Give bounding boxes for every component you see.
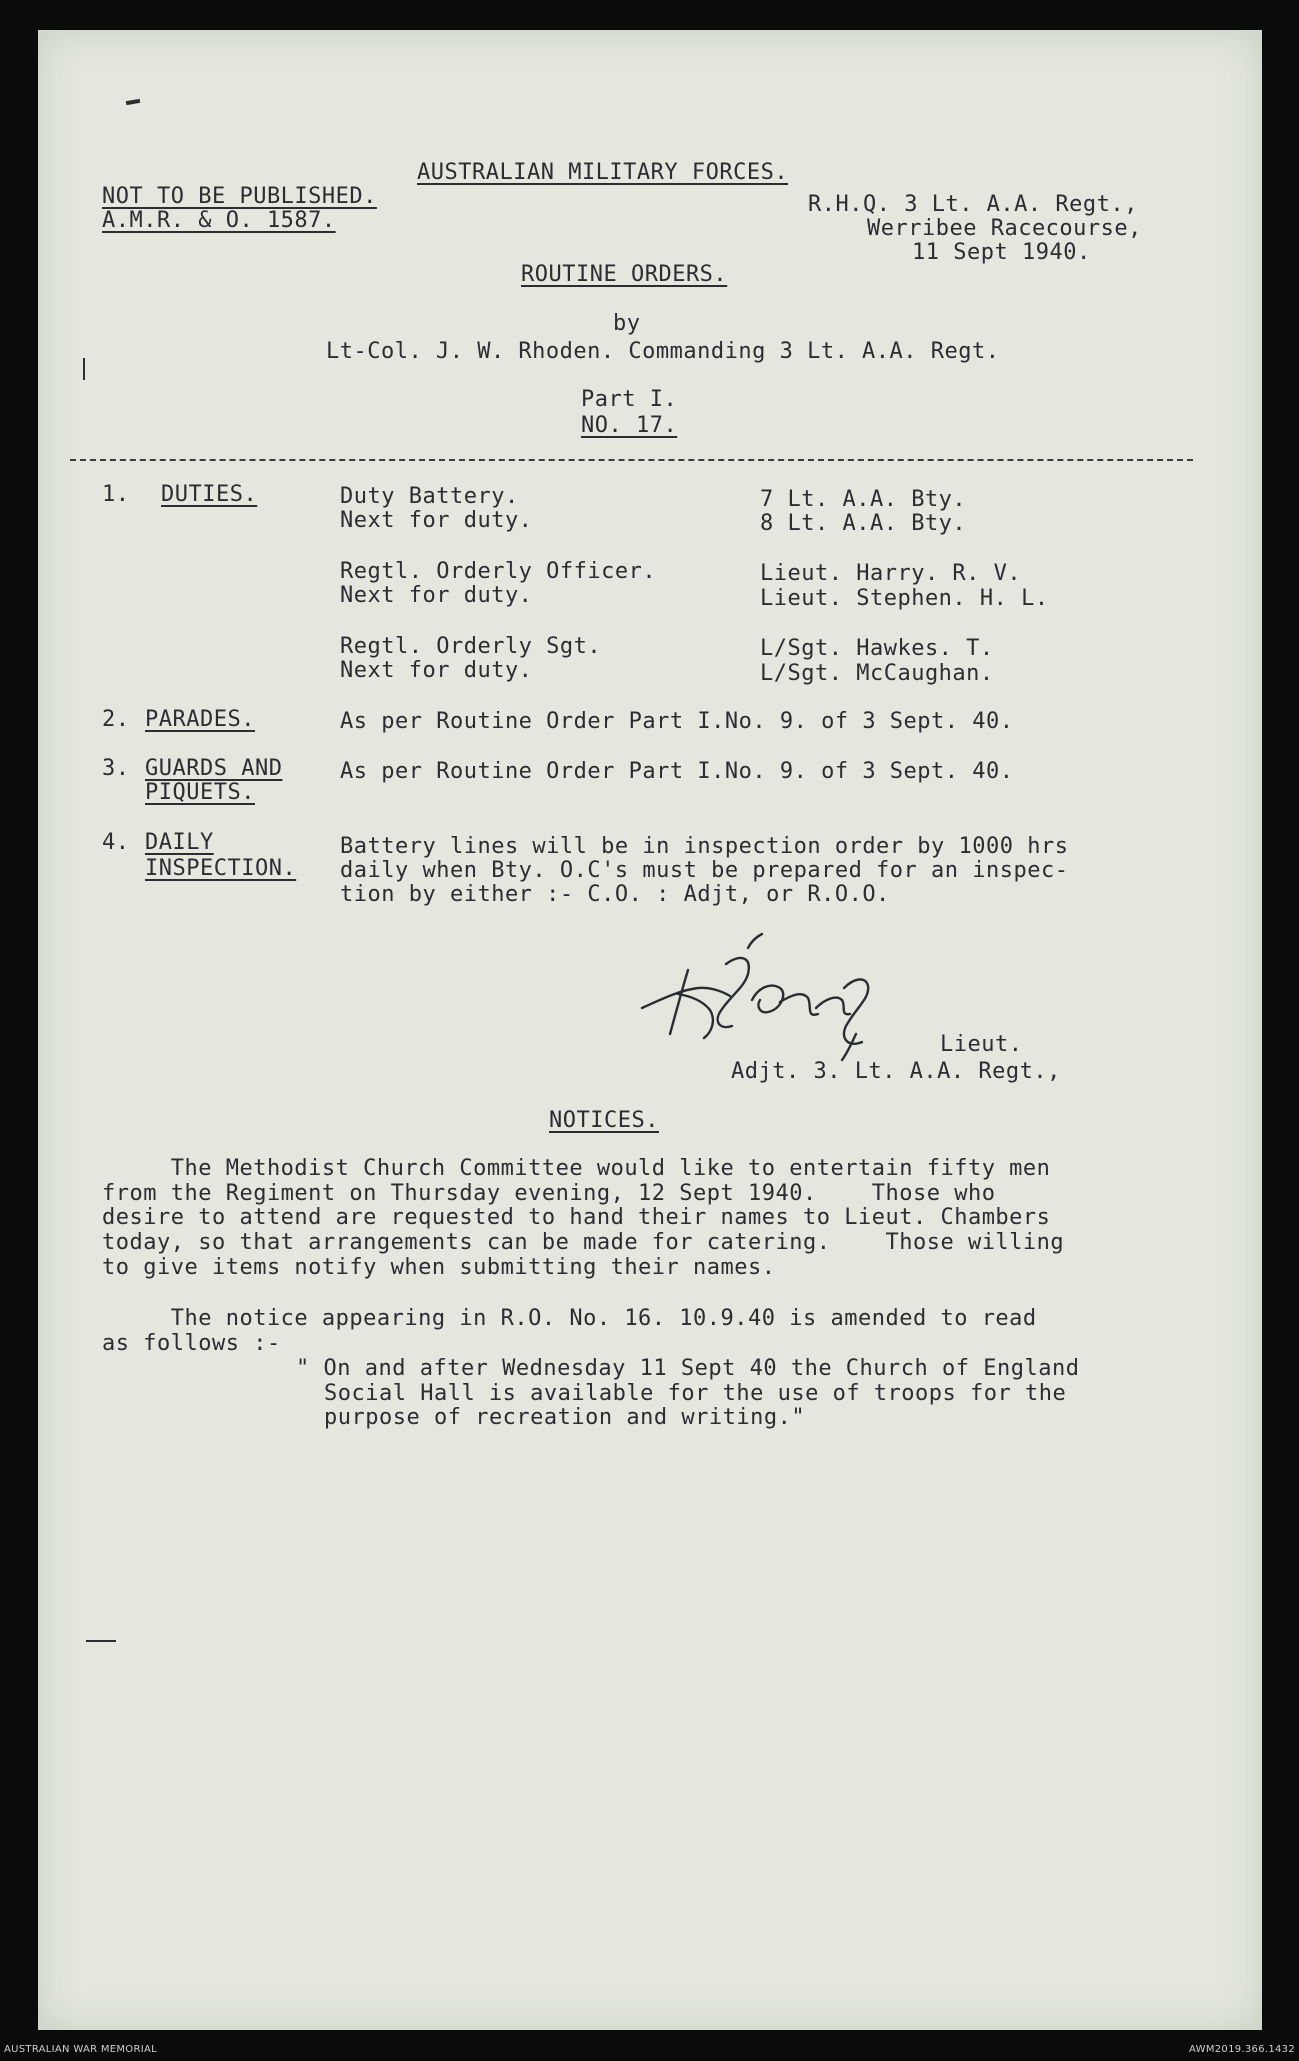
item-title-parades: PARADES. (145, 707, 255, 732)
by-line: by (613, 311, 641, 336)
document-title: AUSTRALIAN MILITARY FORCES. (417, 160, 789, 185)
duty-label: Next for duty. (340, 583, 533, 608)
item-text-line: Battery lines will be in inspection order by 1000 hrs (340, 834, 1069, 859)
archive-credit: AUSTRALIAN WAR MEMORIAL (4, 2044, 157, 2055)
regulation-reference: A.M.R. & O. 1587. (102, 208, 336, 233)
paper-mark (83, 358, 85, 380)
signatory-rank: Lieut. (940, 1032, 1023, 1057)
duty-value: 8 Lt. A.A. Bty. (760, 511, 967, 536)
notice-line: The Methodist Church Committee would like to entertain fifty men (102, 1156, 1051, 1181)
duty-value: Lieut. Harry. R. V. (760, 561, 1022, 586)
notice-line: today, so that arrangements can be made for catering. Those willing (102, 1230, 1065, 1255)
duty-value: L/Sgt. McCaughan. (760, 661, 994, 686)
location: Werribee Racecourse, (867, 216, 1142, 241)
notice-line: to give items notify when submitting their names. (102, 1255, 776, 1280)
duty-label: Regtl. Orderly Sgt. (340, 634, 602, 659)
item-text-line: tion by either :- C.O. : Adjt, or R.O.O. (340, 882, 890, 907)
item-text-line: daily when Bty. O.C's must be prepared for an inspec- (340, 858, 1069, 883)
commander-line: Lt-Col. J. W. Rhoden. Commanding 3 Lt. A.A. Regt. (326, 339, 1000, 364)
duty-label: Duty Battery. (340, 484, 519, 509)
part-number: Part I. (581, 387, 678, 412)
restriction-notice: NOT TO BE PUBLISHED. (102, 184, 377, 209)
archive-reference: AWM2019.366.1432 (1189, 2044, 1295, 2055)
item-number: 4. (102, 830, 130, 855)
item-number: 2. (102, 707, 130, 732)
orders-heading: ROUTINE ORDERS. (521, 262, 728, 287)
section-divider (70, 459, 1193, 461)
handwritten-signature (630, 930, 960, 1070)
duty-label: Next for duty. (340, 658, 533, 683)
notice-line: from the Regiment on Thursday evening, 12 Sept 1940. Those who (102, 1181, 996, 1206)
duty-value: 7 Lt. A.A. Bty. (760, 487, 967, 512)
duty-value: Lieut. Stephen. H. L. (760, 586, 1049, 611)
order-number: NO. 17. (581, 413, 678, 438)
item-text: As per Routine Order Part I.No. 9. of 3 Sept. 40. (340, 709, 1014, 734)
quoted-notice-line: Social Hall is available for the use of troops for the (324, 1381, 1067, 1406)
notices-heading: NOTICES. (549, 1108, 659, 1133)
paper-mark (86, 1640, 116, 1642)
signatory-position: Adjt. 3. Lt. A.A. Regt., (731, 1059, 1061, 1084)
duty-label: Next for duty. (340, 508, 533, 533)
duty-value: L/Sgt. Hawkes. T. (760, 636, 994, 661)
document-date: 11 Sept 1940. (912, 240, 1091, 265)
item-number: 3. (102, 756, 130, 781)
quoted-notice-line: " On and after Wednesday 11 Sept 40 the Church of England (296, 1356, 1080, 1381)
item-title-duties: DUTIES. (161, 482, 258, 507)
duty-label: Regtl. Orderly Officer. (340, 559, 657, 584)
item-title-daily: DAILY (145, 830, 214, 855)
item-text: As per Routine Order Part I.No. 9. of 3 Sept. 40. (340, 759, 1014, 784)
quoted-notice-line: purpose of recreation and writing." (324, 1405, 806, 1430)
notice-line: as follows :- (102, 1331, 281, 1356)
item-title-piquets: PIQUETS. (145, 780, 255, 805)
item-title-inspection: INSPECTION. (145, 856, 297, 881)
notice-line: desire to attend are requested to hand their names to Lieut. Chambers (102, 1205, 1051, 1230)
notice-line: The notice appearing in R.O. No. 16. 10.9.40 is amended to read (102, 1306, 1037, 1331)
item-number: 1. (102, 482, 130, 507)
item-title-guards: GUARDS AND (145, 756, 283, 781)
unit-address: R.H.Q. 3 Lt. A.A. Regt., (808, 192, 1138, 217)
